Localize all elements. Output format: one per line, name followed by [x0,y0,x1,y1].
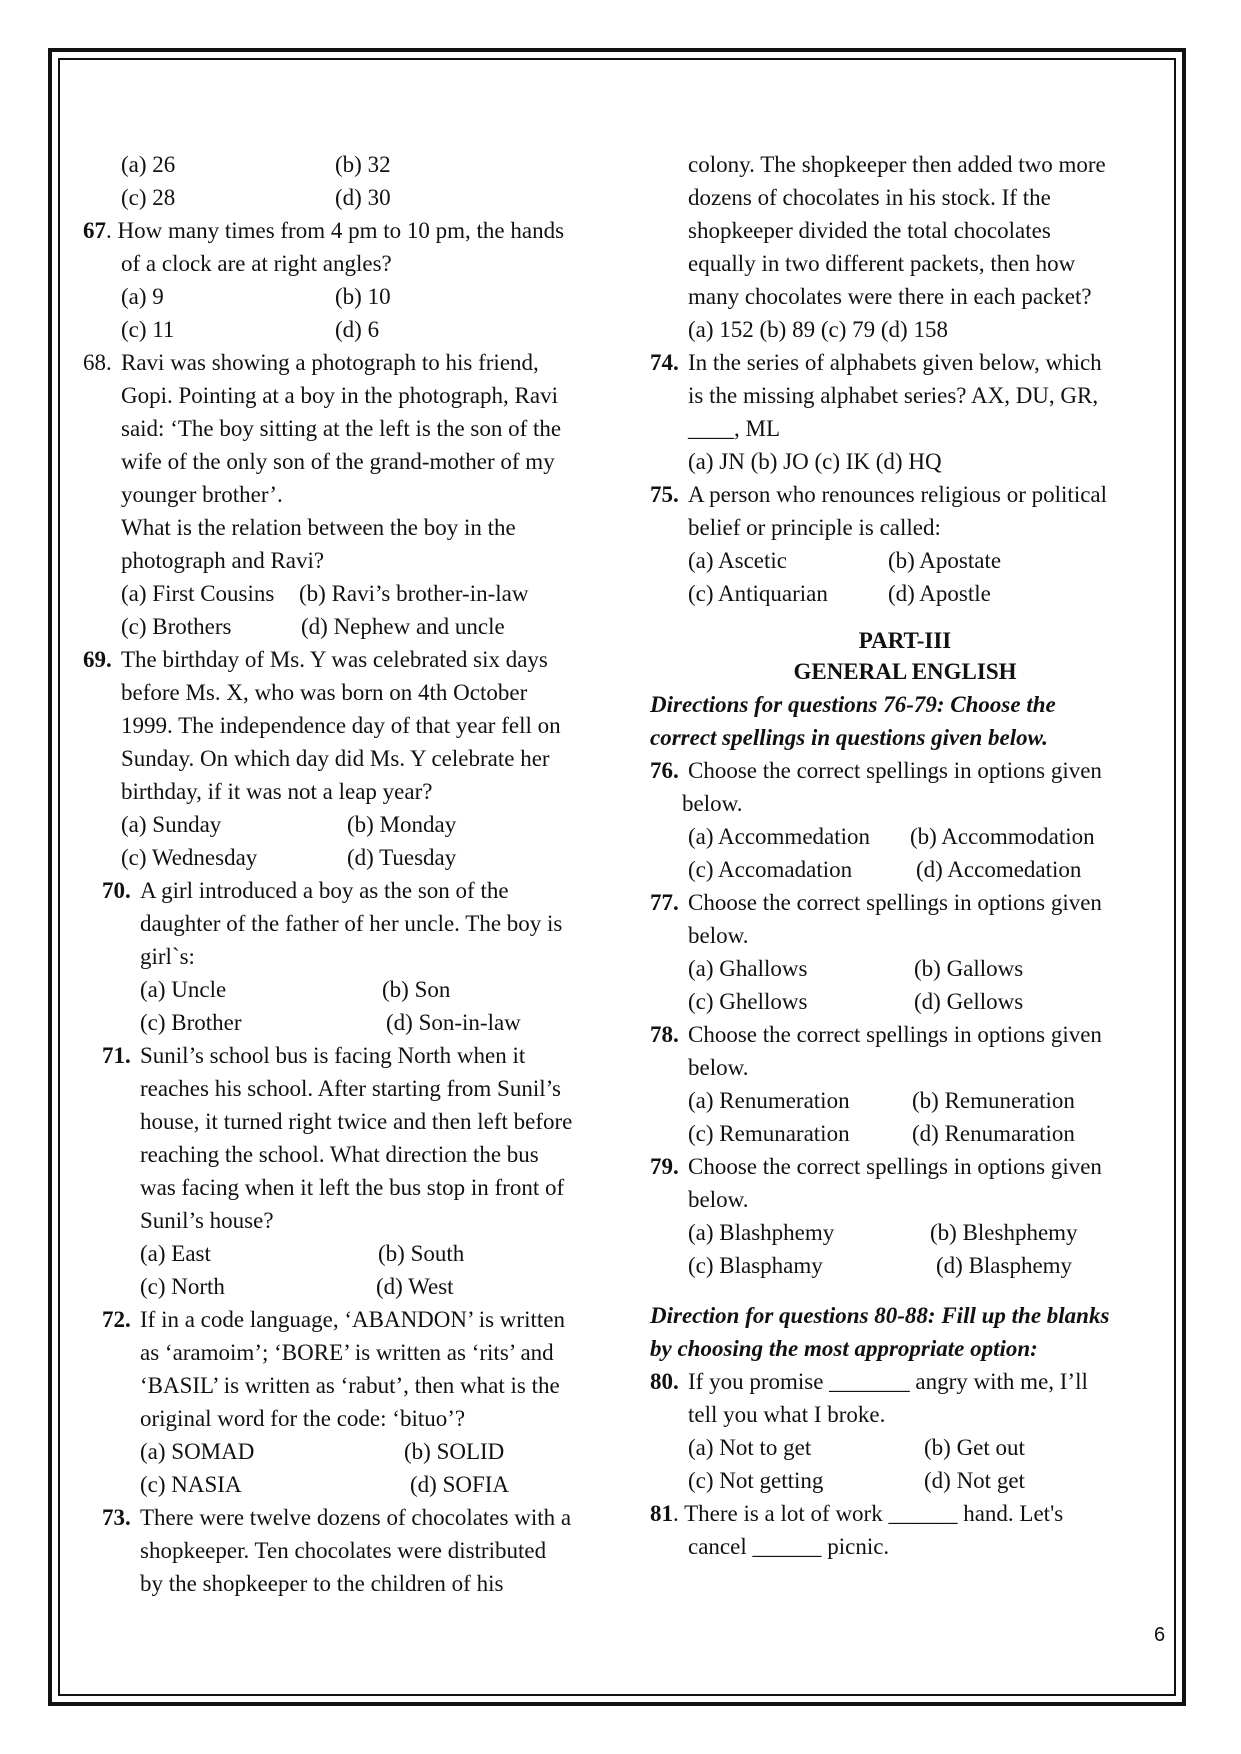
q76-options-row1 [688,820,1102,853]
q66-option-d: (d) 30 [335,185,391,210]
q68-line: wife of the only son of the grand-mother of my [121,449,555,474]
q80-option-a: (a) Not to get [688,1435,812,1460]
q69-line: 1999. The independence day of that year fell on [121,713,561,738]
q79-question [650,1150,1160,1282]
q68-line: What is the relation between the boy in the [121,515,516,540]
q72-option-b: (b) SOLID [404,1439,505,1464]
q75-line: A person who renounces religious or political [688,482,1108,507]
q75-question [650,478,1160,610]
q70-line: daughter of the father of her uncle. The boy is [140,911,563,936]
q76-option-a: (a) Accommedation [688,824,871,849]
q68-line: said: ‘The boy sitting at the left is the son of the [121,416,562,441]
q66-option-c: (c) 28 [121,185,176,210]
q69-option-d: (d) Tuesday [347,845,457,870]
q75-options-row2 [688,577,1107,610]
q69-line: before Ms. X, who was born on 4th October [121,680,528,705]
q73-cont-line: colony. The shopkeeper then added two more [688,152,1106,177]
q79-line: below. [688,1187,749,1212]
q80-option-c: (c) Not getting [688,1468,824,1493]
section-heading: GENERAL ENGLISH [793,659,1017,684]
q66-options-row2 [83,181,623,214]
q68-line: Ravi was showing a photograph to his friend, [121,350,539,375]
part-heading: PART-III [858,628,952,653]
q72-number: 72. [102,1307,131,1332]
q79-options-row1 [688,1216,1102,1249]
q77-line: Choose the correct spellings in options given [688,890,1102,915]
q67-question [83,214,623,247]
q67-text: . How many times from 4 pm to 10 pm, the hands [106,218,565,243]
q66-option-b: (b) 32 [335,152,391,177]
q77-line: below. [688,923,749,948]
q78-line: Choose the correct spellings in options given [688,1022,1102,1047]
q72-question [83,1303,623,1501]
q78-number: 78. [650,1022,679,1047]
q71-option-d: (d) West [376,1274,454,1299]
q73-continuation [650,148,1160,346]
q78-question [650,1018,1160,1150]
q73-question [83,1501,623,1600]
q72-options-row2 [140,1468,565,1501]
q69-line: Sunday. On which day did Ms. Y celebrate her [121,746,550,771]
q71-number: 71. [102,1043,131,1068]
q67-text-line2: of a clock are at right angles? [121,251,392,276]
q80-option-d: (d) Not get [924,1468,1025,1493]
q80-options-row1 [688,1431,1088,1464]
q76-number: 76. [650,758,679,783]
q77-option-d: (d) Gellows [914,989,1024,1014]
q76-question [650,754,1160,886]
q75-option-a: (a) Ascetic [688,548,787,573]
q76-options-row2 [688,853,1102,886]
q67-option-d: (d) 6 [335,317,380,342]
q72-line: If in a code language, ‘ABANDON’ is written [140,1307,565,1332]
q67-option-a: (a) 9 [121,284,164,309]
q72-options-row1 [140,1435,565,1468]
q71-line: reaches his school. After starting from Sunil’s [140,1076,561,1101]
q80-line: tell you what I broke. [688,1402,886,1427]
q75-number: 75. [650,482,679,507]
q69-option-c: (c) Wednesday [121,845,258,870]
q73-line: by the shopkeeper to the children of his [140,1571,504,1596]
q78-options-row1 [688,1084,1102,1117]
q67-number: 67 [83,218,106,243]
q77-options-row2 [688,985,1102,1018]
q73-number: 73. [102,1505,131,1530]
q78-options-row2 [688,1117,1102,1150]
q74-line: is the missing alphabet series? AX, DU, GR, [688,383,1099,408]
q72-option-a: (a) SOMAD [140,1439,255,1464]
q75-options-row1 [688,544,1107,577]
q74-number: 74. [650,350,679,375]
left-column [83,148,623,1600]
q80-question [650,1365,1160,1497]
q77-number: 77. [650,890,679,915]
q78-option-a: (a) Renumeration [688,1088,850,1113]
q69-options-row2 [121,841,561,874]
q71-line: was facing when it left the bus stop in front of [140,1175,565,1200]
q77-option-c: (c) Ghellows [688,989,808,1014]
q68-option-d: (d) Nephew and uncle [301,614,505,639]
q76-line: Choose the correct spellings in options given [688,758,1102,783]
q79-option-a: (a) Blashphemy [688,1220,835,1245]
right-column [650,148,1160,1563]
q70-line: girl`s: [140,944,195,969]
q68-line: photograph and Ravi? [121,548,325,573]
q70-option-b: (b) Son [382,977,451,1002]
q68-line: younger brother’. [121,482,283,507]
directions-76-79-line2: correct spellings in questions given below. [650,725,1048,750]
q69-question [83,643,623,874]
q74-options: (a) JN (b) JO (c) IK (d) HQ [688,449,942,474]
q80-options-row2 [688,1464,1088,1497]
q70-options-row2 [140,1006,562,1039]
q69-line: The birthday of Ms. Y was celebrated six days [121,647,548,672]
q78-line: below. [688,1055,749,1080]
q67-option-c: (c) 11 [121,317,175,342]
q74-line: In the series of alphabets given below, which [688,350,1102,375]
q67-options-row2 [83,313,623,346]
q80-line: If you promise _______ angry with me, I’ll [688,1369,1088,1394]
q76-line: below. [682,791,743,816]
q72-line: original word for the code: ‘bituo’? [140,1406,466,1431]
q72-option-d: (d) SOFIA [410,1472,510,1497]
q79-number: 79. [650,1154,679,1179]
q77-option-b: (b) Gallows [914,956,1024,981]
q69-option-b: (b) Monday [347,812,457,837]
q77-question [650,886,1160,1018]
q79-option-b: (b) Bleshphemy [930,1220,1078,1245]
q68-option-a: (a) First Cousins [121,581,275,606]
q70-option-c: (c) Brother [140,1010,242,1035]
q73-cont-line: many chocolates were there in each packet? [688,284,1092,309]
q73-cont-line: shopkeeper divided the total chocolates [688,218,1051,243]
q71-option-b: (b) South [378,1241,465,1266]
directions-80-88-line2: by choosing the most appropriate option: [650,1336,1038,1361]
q77-options-row1 [688,952,1102,985]
q66-option-a: (a) 26 [121,152,176,177]
q68-number: 68. [83,350,112,375]
q73-options: (a) 152 (b) 89 (c) 79 (d) 158 [688,317,948,342]
q70-options-row1 [140,973,562,1006]
q70-option-d: (d) Son-in-law [386,1010,521,1035]
q79-option-d: (d) Blasphemy [936,1253,1073,1278]
q78-option-b: (b) Remuneration [912,1088,1075,1113]
q70-line: A girl introduced a boy as the son of the [140,878,509,903]
q79-line: Choose the correct spellings in options given [688,1154,1102,1179]
q81-number: 81 [650,1501,673,1526]
q73-cont-line: equally in two different packets, then how [688,251,1076,276]
q71-line: Sunil’s house? [140,1208,274,1233]
q68-options-row2 [121,610,561,643]
q78-option-c: (c) Remunaration [688,1121,850,1146]
q72-option-c: (c) NASIA [140,1472,242,1497]
q71-option-a: (a) East [140,1241,211,1266]
q70-option-a: (a) Uncle [140,977,227,1002]
q73-line: shopkeeper. Ten chocolates were distributed [140,1538,547,1563]
q68-option-b: (b) Ravi’s brother-in-law [299,581,529,606]
q69-option-a: (a) Sunday [121,812,222,837]
q71-option-c: (c) North [140,1274,225,1299]
page-number: 6 [1154,1624,1166,1646]
q75-option-b: (b) Apostate [888,548,1002,573]
q74-line: ____, ML [688,416,780,441]
q68-options-row1 [121,577,561,610]
q70-question [83,874,623,1039]
directions-76-79: Directions for questions 76-79: Choose the [650,692,1056,717]
q71-options-row1 [140,1237,572,1270]
q80-number: 80. [650,1369,679,1394]
q74-question [650,346,1160,478]
q75-option-d: (d) Apostle [888,581,991,606]
q76-option-c: (c) Accomadation [688,857,853,882]
q72-line: as ‘aramoim’; ‘BORE’ is written as ‘rits’ and [140,1340,554,1365]
q69-options-row1 [121,808,561,841]
q79-options-row2 [688,1249,1102,1282]
q70-number: 70. [102,878,131,903]
q78-option-d: (d) Renumaration [912,1121,1075,1146]
q69-line: birthday, if it was not a leap year? [121,779,433,804]
q71-line: house, it turned right twice and then left before [140,1109,573,1134]
q81-question [650,1497,1160,1530]
q80-option-b: (b) Get out [924,1435,1025,1460]
q67-option-b: (b) 10 [335,284,391,309]
q68-line: Gopi. Pointing at a boy in the photograph, Ravi [121,383,558,408]
q76-option-d: (d) Accomedation [916,857,1082,882]
q75-option-c: (c) Antiquarian [688,581,828,606]
q68-question [83,346,623,643]
q66-options-row1 [83,148,623,181]
q69-number: 69. [83,647,112,672]
q81-line: . There is a lot of work ______ hand. Let's [673,1501,1064,1526]
directions-80-88: Direction for questions 80-88: Fill up the blanks [650,1303,1110,1328]
q79-option-c: (c) Blasphamy [688,1253,823,1278]
q73-line: There were twelve dozens of chocolates with a [140,1505,572,1530]
q72-line: ‘BASIL’ is written as ‘rabut’, then what is the [140,1373,560,1398]
q73-cont-line: dozens of chocolates in his stock. If the [688,185,1051,210]
q71-question [83,1039,623,1303]
q71-line: reaching the school. What direction the bus [140,1142,539,1167]
q71-options-row2 [140,1270,572,1303]
q71-line: Sunil’s school bus is facing North when it [140,1043,526,1068]
q81-line2: cancel ______ picnic. [688,1534,890,1559]
q68-option-c: (c) Brothers [121,614,232,639]
q75-line: belief or principle is called: [688,515,941,540]
q76-option-b: (b) Accommodation [910,824,1095,849]
q67-options-row1 [83,280,623,313]
q77-option-a: (a) Ghallows [688,956,808,981]
